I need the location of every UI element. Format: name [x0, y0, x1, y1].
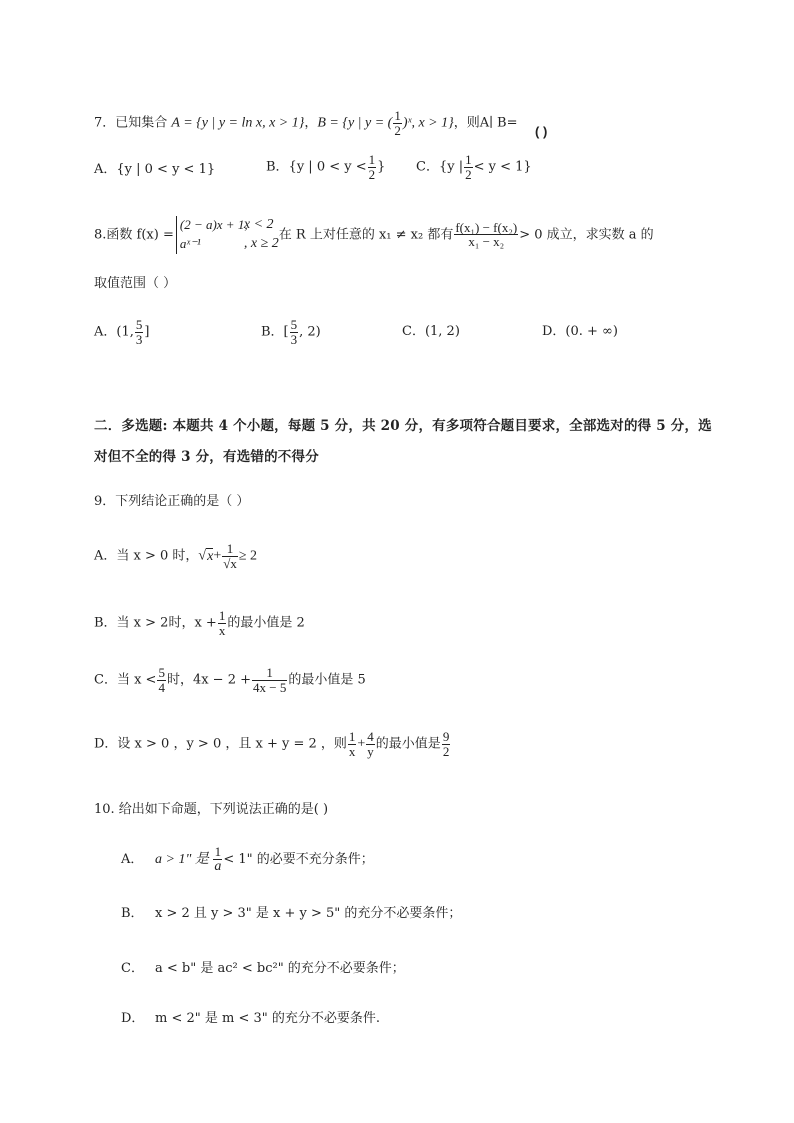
q8-stem-fraction	[454, 221, 518, 249]
q7-option-b-den: 2	[368, 166, 376, 182]
q7-set-b-fraction	[393, 109, 402, 137]
q8-stem-pre: 8.函数 f(x) =	[94, 227, 174, 243]
q10-option-a-den: a	[214, 858, 222, 874]
q8-case1-expr: (2 − a)x + 1,	[179, 217, 248, 232]
q9-option-d-fraction3	[442, 730, 451, 758]
q8-case1-cond: x < 2	[243, 217, 274, 232]
q7-separator: ，	[304, 115, 318, 131]
q8-option-b-num: 5	[290, 317, 298, 332]
q10-stem: 10. 给出如下命题，下列说法正确的是( )	[94, 802, 329, 817]
q9-option-b-num: 1	[218, 608, 226, 623]
q7-option-c-fraction	[464, 153, 473, 181]
q7-stem	[94, 109, 517, 137]
q9-option-b-post: 的最小值是 2	[227, 615, 305, 631]
q7-ask: ，则A∣ B=	[453, 115, 518, 131]
q10-option-d-label: D．	[121, 1011, 145, 1026]
q9-option-c-den1: 4	[158, 679, 165, 695]
q9-option-d-plus: +	[357, 736, 366, 752]
q7-option-c	[416, 153, 532, 181]
q8-case2-cond: , x ≥ 2	[243, 235, 279, 251]
q8-option-a	[94, 318, 149, 346]
q9-option-d-fraction1	[348, 730, 357, 758]
q9-option-d-num1: 1	[348, 729, 356, 744]
q8-stem	[94, 216, 654, 254]
q9-option-d-fraction2	[366, 730, 375, 758]
q8-option-b-den: 3	[290, 331, 298, 347]
q9-option-a-sqrt-arg: x	[207, 548, 214, 564]
q7-option-c-num: 1	[465, 152, 472, 167]
q8-option-b-pre: B．[	[261, 324, 289, 340]
q7-option-a: A．{y | 0 < y < 1}	[94, 162, 216, 177]
q7-stem-label: 7．已知集合	[94, 115, 172, 131]
q8-frac-num: f(x₁) − f(x₂)	[455, 219, 518, 235]
q8-frac-den: x₁ − x₂	[454, 234, 518, 249]
q9-option-a	[94, 542, 257, 570]
q9-option-c-pre: C．当 x <	[94, 672, 157, 688]
q9-option-d-mid: 的最小值是	[375, 736, 441, 752]
q9-option-a-pre: A．当 x > 0 时，	[94, 548, 199, 564]
q9-option-d-den2: y	[367, 743, 374, 759]
q9-option-d-pre: D．设 x > 0 ，y > 0 ，且 x + y = 2 ，则	[94, 736, 347, 752]
q10-option-a	[121, 845, 374, 874]
q9-option-c-num1: 5	[158, 665, 165, 680]
q9-option-c-fraction1	[157, 666, 166, 694]
q7-option-b-fraction	[368, 153, 377, 181]
q8-stem-post: > 0 成立，求实数 a 的	[519, 227, 654, 243]
q7-set-b-pre: B = {y | y = (	[317, 115, 393, 131]
q9-option-a-post: ≥ 2	[238, 548, 258, 564]
q8-option-b-fraction	[290, 318, 299, 346]
q9-option-a-plus: +	[213, 548, 222, 564]
q10-option-b-text: x > 2 且 y > 3" 是 x + y > 5" 的充分不必要条件；	[155, 906, 462, 921]
section2-title-line2: 对但不全的得 3 分，有选错的不得分	[94, 449, 319, 465]
q9-option-a-num: 1	[226, 541, 234, 556]
q9-option-d-den3: 2	[442, 743, 450, 759]
q7-option-c-pre: C．{y |	[416, 159, 464, 175]
q8-option-a-num: 5	[135, 317, 143, 332]
q9-option-d-num2: 4	[367, 729, 374, 744]
section2-title-line1: 二．多选题: 本题共 4 个小题，每题 5 分，共 20 分，有多项符合题目要求，全部选对的得 5 分，选	[94, 418, 712, 434]
q7-set-b-post: )ˣ, x > 1}	[402, 115, 454, 131]
q8-stem-mid: 在 R 上对任意的 x₁ ≠ x₂ 都有	[278, 227, 454, 243]
q9-option-c-den2: 4x − 5	[253, 679, 287, 695]
q10-option-b	[121, 907, 461, 920]
q10-option-a-label: A．	[121, 852, 144, 868]
q9-option-a-fraction	[222, 542, 238, 570]
q8-option-c: C．(1, 2)	[402, 324, 460, 339]
q9-option-d-den1: x	[348, 743, 356, 759]
q7-set-b-den: 2	[394, 122, 401, 138]
q8-option-d: D．(0. + ∞)	[542, 324, 618, 339]
q9-option-b-fraction	[218, 609, 227, 637]
q9-stem: 9．下列结论正确的是（ ）	[94, 494, 250, 509]
q7-option-b	[266, 153, 385, 181]
q9-option-a-sqrt: √x	[198, 548, 214, 564]
q8-piecewise	[176, 216, 279, 254]
q8-option-b	[261, 318, 321, 346]
q8-option-a-pre: A．(1,	[94, 324, 134, 340]
q7-set-b-num: 1	[394, 108, 401, 123]
q9-option-c-fraction2	[252, 666, 287, 694]
q9-option-c-post: 的最小值是 5	[288, 672, 366, 688]
q10-option-d	[121, 1012, 380, 1025]
q9-option-c-mid: 时，4x − 2 +	[166, 672, 251, 688]
q10-option-a-post: < 1" 的必要不充分条件；	[223, 852, 374, 868]
q9-option-b-den: x	[218, 622, 226, 638]
q10-option-a-fraction	[213, 845, 222, 874]
q8-option-a-post: ]	[144, 324, 150, 340]
q10-option-c-label: C．	[121, 961, 144, 976]
q10-option-a-num: 1	[214, 844, 222, 859]
q7-option-b-post: }	[377, 159, 386, 175]
q9-option-d	[94, 730, 451, 758]
q7-option-c-den: 2	[465, 166, 472, 182]
q8-case2-expr: aˣ⁻¹	[179, 235, 201, 251]
q7-option-b-num: 1	[368, 152, 376, 167]
q8-option-a-den: 3	[135, 331, 143, 347]
q9-option-a-den: √x	[223, 555, 237, 571]
q10-option-b-label: B．	[121, 906, 144, 921]
q9-option-b-pre: B．当 x > 2时，x +	[94, 615, 217, 631]
q7-set-a: A = {y | y = ln x, x > 1}	[171, 115, 305, 131]
q9-option-d-num3: 9	[442, 729, 450, 744]
q8-option-b-post: , 2)	[299, 324, 321, 340]
q8-option-a-fraction	[135, 318, 144, 346]
q7-option-c-post: < y < 1}	[473, 159, 532, 175]
q10-option-a-pre: a > 1" 是	[155, 852, 213, 868]
q10-option-c-text: a < b" 是 ac² < bc²" 的充分不必要条件；	[155, 961, 405, 976]
q9-option-b	[94, 609, 305, 637]
q7-option-b-pre: B．{y | 0 < y <	[266, 159, 367, 175]
q9-option-c	[94, 666, 366, 694]
q9-option-c-num2: 1	[266, 665, 273, 680]
q8-stem-line2: 取值范围（ ）	[94, 276, 177, 291]
q10-option-c	[121, 962, 405, 975]
q10-option-d-text: m < 2" 是 m < 3" 的充分不必要条件.	[155, 1011, 380, 1026]
q7-answer-paren: ( )	[535, 124, 548, 139]
